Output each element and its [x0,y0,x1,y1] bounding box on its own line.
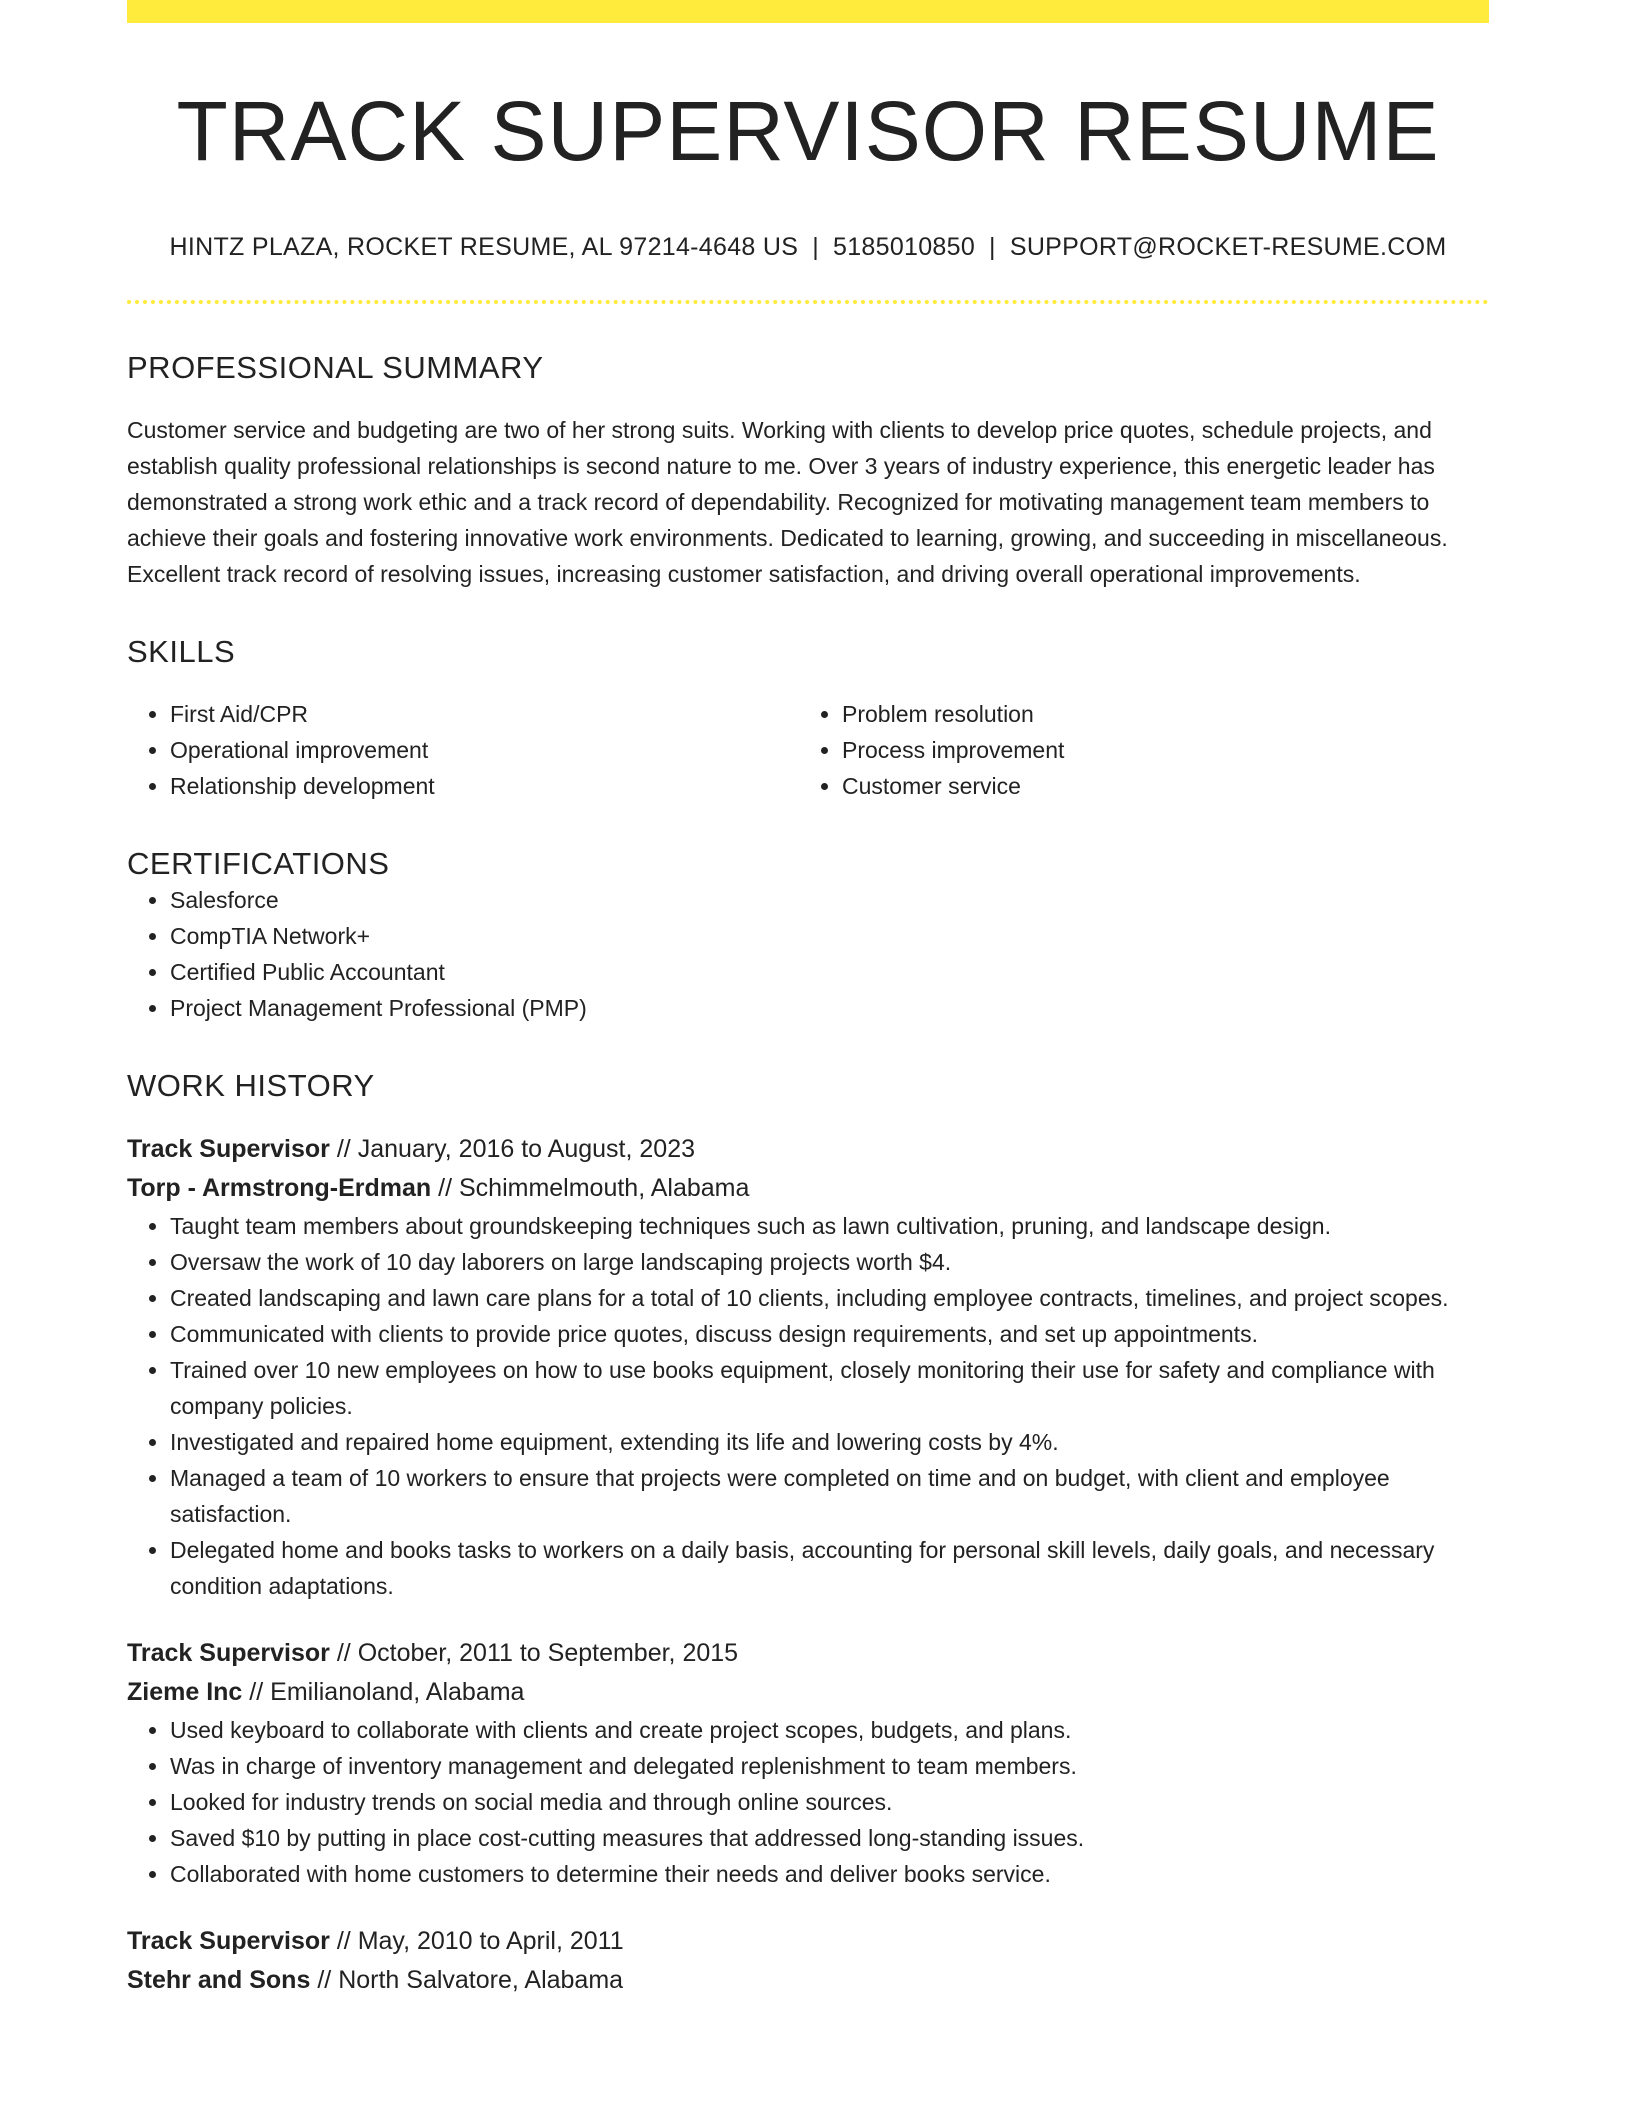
job-title: Track Supervisor [127,1639,330,1668]
skills-grid [127,696,1489,804]
job-bullet: • Communicated with clients to provide price quotes, discuss design requirements, and set up appointments. [170,1316,1489,1352]
resume-page [127,0,1489,2000]
skills-list-right [799,696,1471,804]
job-bullet: • Oversaw the work of 10 day laborers on large landscaping projects worth $4. [170,1244,1489,1280]
job-dates: May, 2010 to April, 2011 [357,1927,624,1956]
job-location: Schimmelmouth, Alabama [458,1174,750,1203]
job-entry [127,1130,1489,1604]
job-bullet: • Managed a team of 10 workers to ensure that projects were completed on time and on budget, with client and employee satisfaction. [170,1460,1489,1532]
job-dates: October, 2011 to September, 2015 [357,1639,739,1668]
job-bullet: • Looked for industry trends on social media and through online sources. [170,1784,1489,1820]
job-company: Zieme Inc [127,1678,243,1707]
contact-line [127,233,1489,262]
job-title: Track Supervisor [127,1135,330,1164]
dotted-divider [127,300,1489,304]
job-bullet: • Saved $10 by putting in place cost-cutting measures that addressed long-standing issues. [170,1820,1489,1856]
job-location: Emilianoland, Alabama [270,1678,525,1707]
contact-separator: | [812,233,819,262]
contact-email: SUPPORT@ROCKET-RESUME.COM [1009,233,1447,262]
certification-item: • Salesforce [170,882,1489,918]
certifications-list [127,882,1489,1026]
section-heading-summary: PROFESSIONAL SUMMARY [127,350,544,386]
job-bullet-list [127,1208,1489,1604]
job-delimiter: // [317,1966,332,1995]
skills-column-right [799,696,1471,804]
contact-phone: 5185010850 [833,233,976,262]
job-bullet: • Investigated and repaired home equipment, extending its life and lowering costs by 4%. [170,1424,1489,1460]
job-company-line [127,1673,1489,1712]
job-title-line [127,1130,1489,1169]
job-company: Stehr and Sons [127,1966,311,1995]
job-delimiter: // [336,1927,351,1956]
skill-item: • Problem resolution [842,696,1471,732]
job-bullet: • Trained over 10 new employees on how to use books equipment, closely monitoring their use for safety and compliance with company policies. [170,1352,1489,1424]
section-heading-work-history: WORK HISTORY [127,1068,375,1104]
job-company: Torp - Armstrong-Erdman [127,1174,432,1203]
skills-list-left [127,696,799,804]
skill-item: • Relationship development [170,768,799,804]
job-bullet-list [127,1712,1489,1892]
top-accent-bar [127,0,1489,23]
contact-address: HINTZ PLAZA, ROCKET RESUME, AL 97214-4648 US [169,233,799,262]
section-heading-certifications: CERTIFICATIONS [127,846,390,882]
certification-item: • Certified Public Accountant [170,954,1489,990]
skill-item: • Customer service [842,768,1471,804]
job-delimiter: // [438,1174,453,1203]
job-delimiter: // [336,1639,351,1668]
job-entry [127,1634,1489,1892]
job-bullet: • Created landscaping and lawn care plans for a total of 10 clients, including employee contracts, timelines, and project scopes. [170,1280,1489,1316]
section-heading-skills: SKILLS [127,634,236,670]
job-bullet: • Delegated home and books tasks to workers on a daily basis, accounting for personal skill levels, daily goals, and necessary condition adaptations. [170,1532,1489,1604]
job-bullet: • Taught team members about groundskeeping techniques such as lawn cultivation, pruning, and landscape design. [170,1208,1489,1244]
job-company-line [127,1169,1489,1208]
skill-item: • First Aid/CPR [170,696,799,732]
skills-column-left [127,696,799,804]
skill-item: • Process improvement [842,732,1471,768]
job-delimiter: // [336,1135,351,1164]
job-bullet: • Collaborated with home customers to determine their needs and deliver books service. [170,1856,1489,1892]
skill-item: • Operational improvement [170,732,799,768]
job-title: Track Supervisor [127,1927,330,1956]
summary-text: Customer service and budgeting are two of her strong suits. Working with clients to develop price quotes, schedule projects, and establish quality professional relationships is second nature to me. Over 3 years of industry experience, this energetic leader has demonstrated a strong work ethic and a track record of dependability. Recognized for motivating management team members to achieve their goals and fostering innovative work environments. Dedicated to learning, growing, and succeeding in miscellaneous. Excellent track record of resolving issues, increasing customer satisfaction, and driving overall operational improvements. [127,417,1448,588]
certification-item: • CompTIA Network+ [170,918,1489,954]
contact-separator: | [989,233,996,262]
job-location: North Salvatore, Alabama [338,1966,624,1995]
page-title: TRACK SUPERVISOR RESUME [176,84,1440,178]
job-delimiter: // [249,1678,264,1707]
job-entry [127,1922,1489,2000]
job-title-line [127,1634,1489,1673]
job-bullet: • Was in charge of inventory management and delegated replenishment to team members. [170,1748,1489,1784]
job-bullet: • Used keyboard to collaborate with clients and create project scopes, budgets, and plans. [170,1712,1489,1748]
job-dates: January, 2016 to August, 2023 [357,1135,695,1164]
certification-item: • Project Management Professional (PMP) [170,990,1489,1026]
job-company-line [127,1961,1489,2000]
job-title-line [127,1922,1489,1961]
